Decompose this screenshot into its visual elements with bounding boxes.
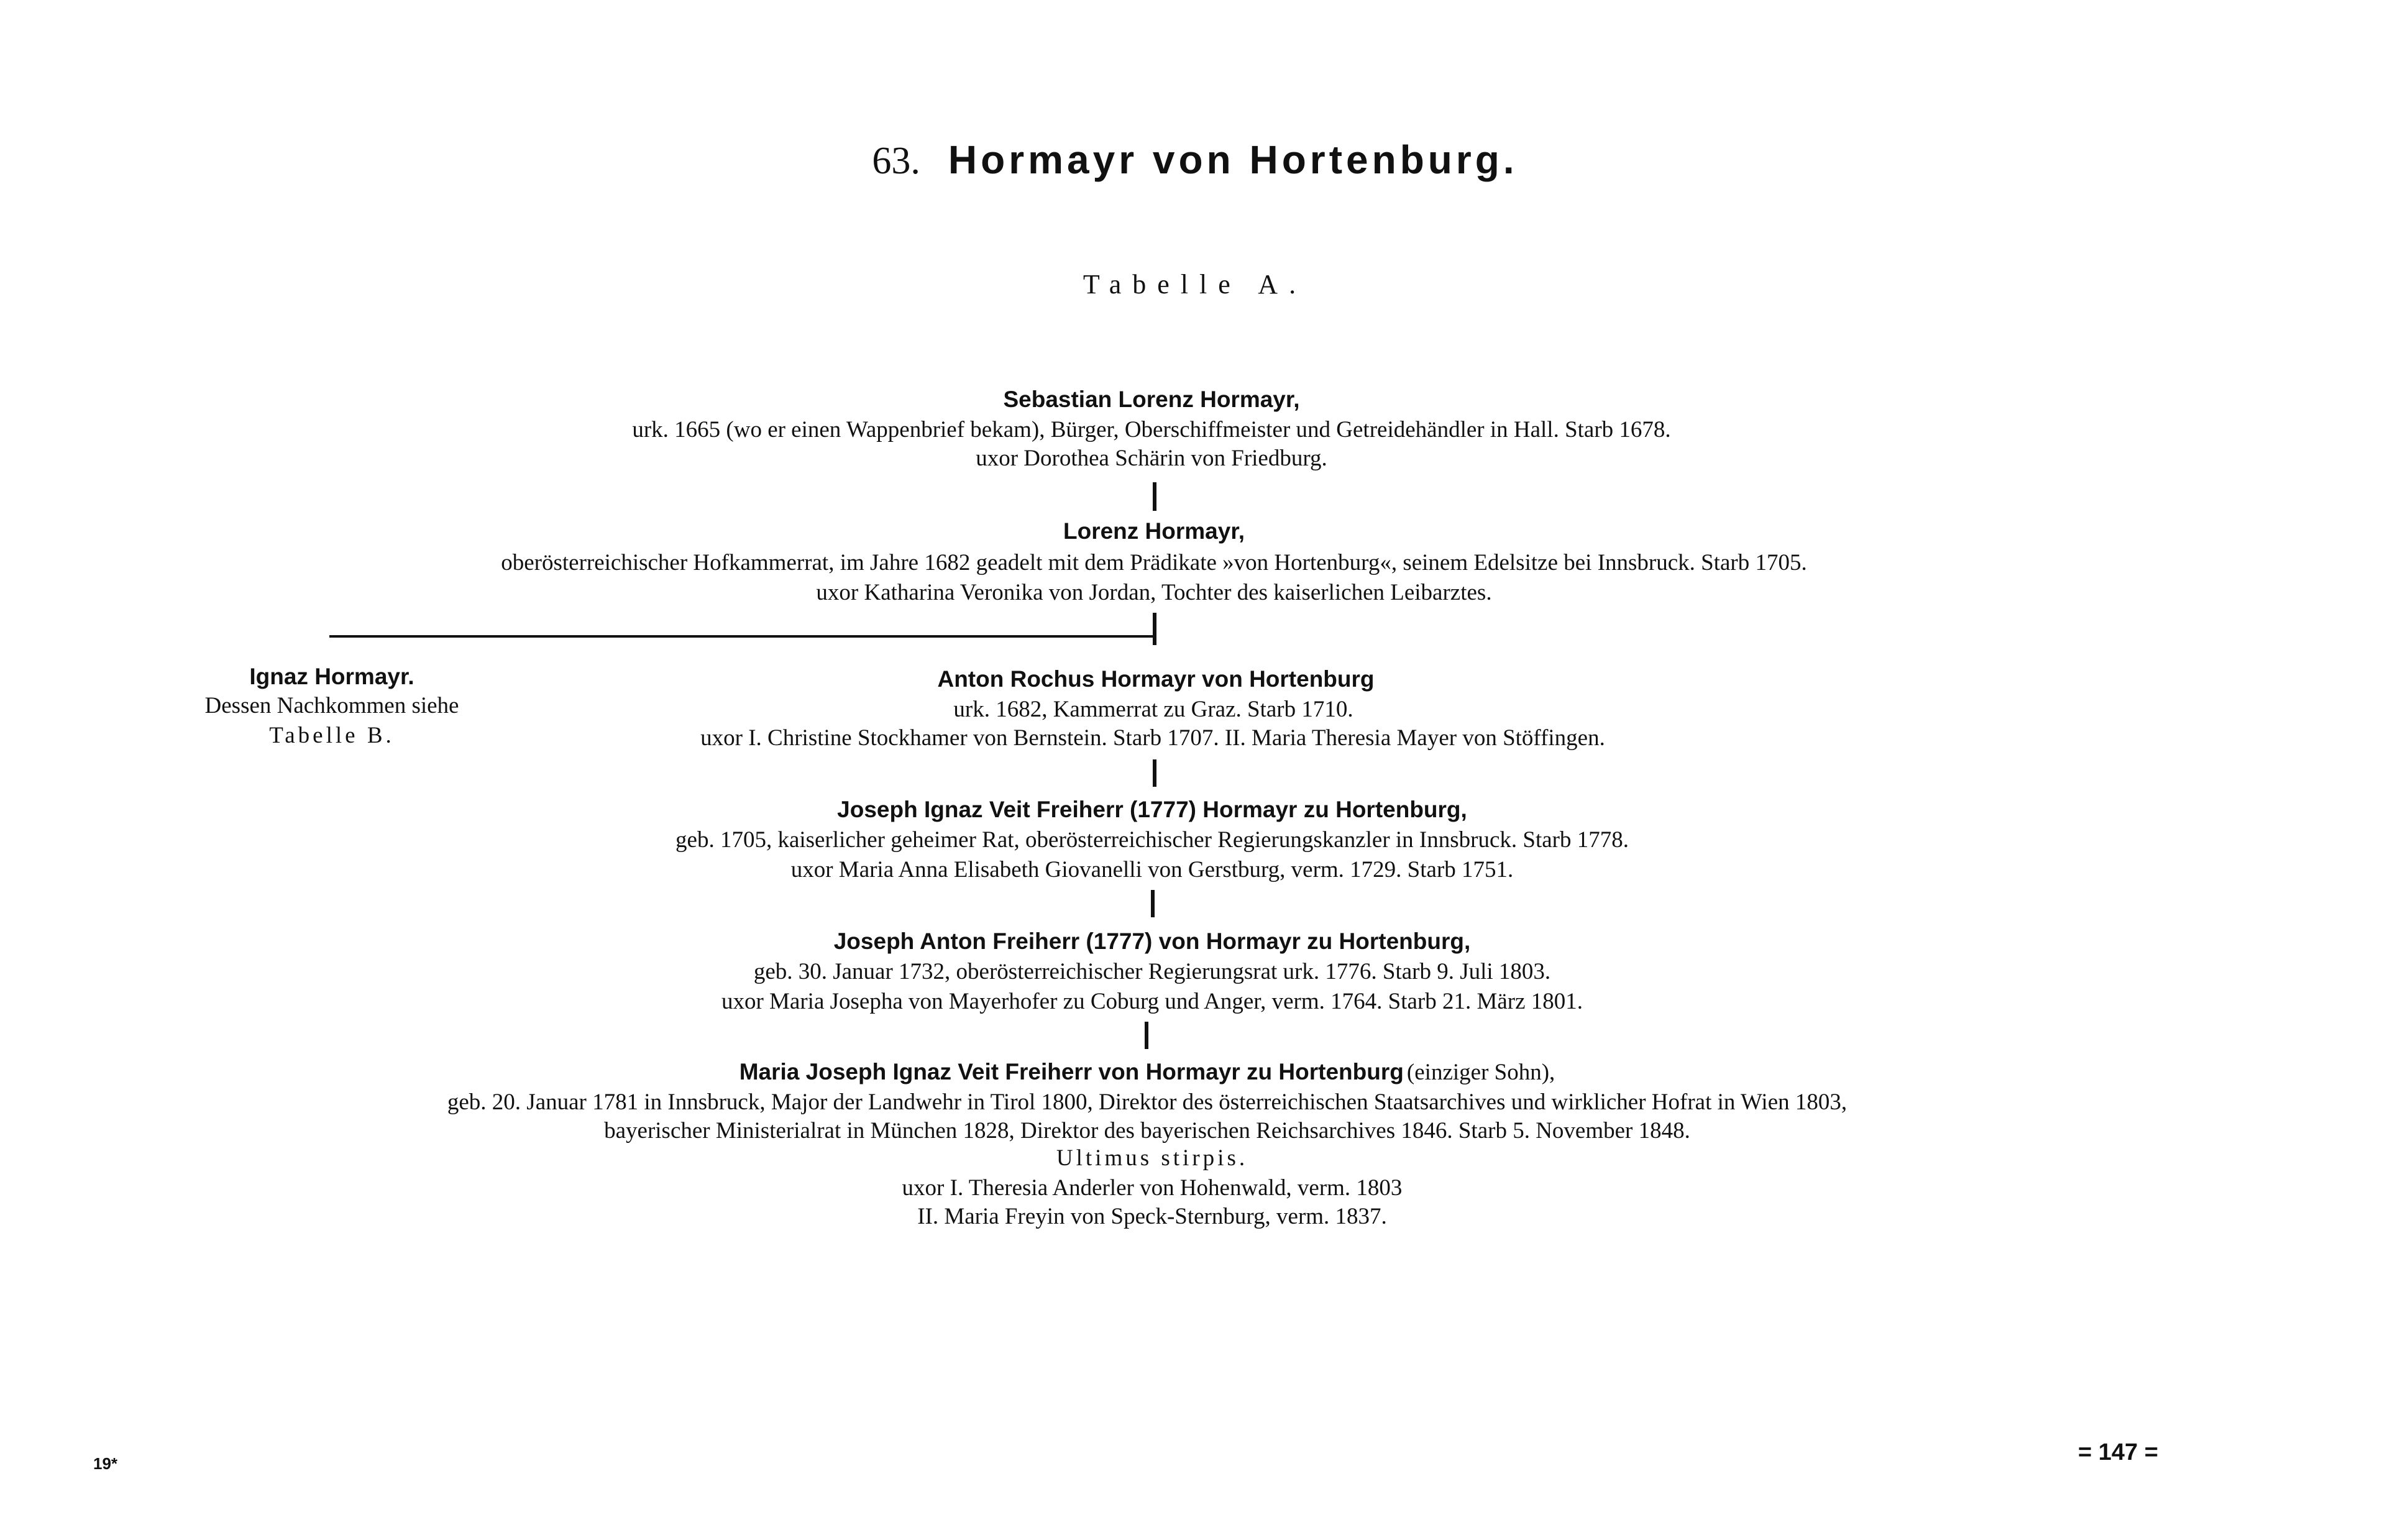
entry-lorenz-line2: uxor Katharina Veronika von Jordan, Tochter des kaiserlichen Leibarztes. — [816, 580, 1492, 605]
entry-joseph-anton-line2: uxor Maria Josepha von Mayerhofer zu Coburg und Anger, verm. 1764. Starb 21. März 1801. — [721, 989, 1583, 1014]
table-number: 63. — [872, 140, 920, 182]
lineage-connector — [1151, 890, 1155, 917]
entry-maria-joseph-line5: II. Maria Freyin von Speck-Sternburg, verm. 1837. — [917, 1204, 1387, 1229]
lineage-connector — [1153, 759, 1156, 787]
entry-sebastian-name: Sebastian Lorenz Hormayr, — [1003, 387, 1300, 412]
entry-maria-joseph-line1: geb. 20. Januar 1781 in Innsbruck, Major der Landwehr in Tirol 1800, Direktor des österreichischen Staatsarchives und wirklicher Hofrat in Wien 1803, — [447, 1089, 1847, 1115]
entry-maria-joseph-heading — [0, 1059, 2294, 1086]
printer-signature: 19* — [93, 1454, 118, 1473]
entry-ignaz-line1: Dessen Nachkommen siehe — [204, 693, 459, 718]
branch-connector — [1153, 613, 1156, 645]
page-title — [0, 137, 2390, 183]
entry-sebastian-line2: uxor Dorothea Schärin von Friedburg. — [976, 446, 1327, 471]
lineage-connector — [1145, 1022, 1148, 1049]
entry-joseph-ignaz-name: Joseph Ignaz Veit Freiherr (1777) Hormayr zu Hortenburg, — [837, 797, 1467, 822]
entry-ignaz-name: Ignaz Hormayr. — [249, 664, 414, 689]
entry-joseph-ignaz-line2: uxor Maria Anna Elisabeth Giovanelli von Gerstburg, verm. 1729. Starb 1751. — [790, 857, 1514, 882]
branch-line — [329, 635, 1156, 638]
entry-maria-joseph-line4: uxor I. Theresia Anderler von Hohenwald, verm. 1803 — [902, 1175, 1403, 1201]
entry-maria-joseph-line3: Ultimus stirpis. — [1056, 1145, 1248, 1171]
entry-anton-rochus-name: Anton Rochus Hormayr von Hortenburg — [937, 666, 1375, 692]
entry-maria-joseph-line2: bayerischer Ministerialrat in München 1828, Direktor des bayerischen Reichsarchives 1846. Starb 5. November 1848. — [604, 1118, 1690, 1144]
entry-maria-joseph-name: Maria Joseph Ignaz Veit Freiherr von Hormayr zu Hortenburg — [739, 1059, 1404, 1084]
entry-joseph-ignaz-line1: geb. 1705, kaiserlicher geheimer Rat, oberösterreichischer Regierungskanzler in Innsbruck. Starb 1778. — [675, 827, 1629, 853]
table-label: Tabelle A. — [1083, 269, 1307, 300]
family-name: Hormayr von Hortenburg. — [948, 137, 1518, 182]
entry-maria-joseph-name-suffix: (einziger Sohn), — [1406, 1060, 1555, 1085]
entry-anton-rochus-line2: uxor I. Christine Stockhamer von Bernstein. Starb 1707. II. Maria Theresia Mayer von Stöffingen. — [700, 725, 1605, 751]
entry-lorenz-name: Lorenz Hormayr, — [1063, 518, 1245, 544]
entry-lorenz-line1: oberösterreichischer Hofkammerrat, im Jahre 1682 geadelt mit dem Prädikate »von Hortenburg«, seinem Edelsitze bei Innsbruck. Starb 1705. — [501, 550, 1807, 575]
entry-sebastian-line1: urk. 1665 (wo er einen Wappenbrief bekam), Bürger, Oberschiffmeister und Getreidehändler in Hall. Starb 1678. — [632, 417, 1671, 442]
entry-joseph-anton-line1: geb. 30. Januar 1732, oberösterreichischer Regierungsrat urk. 1776. Starb 9. Juli 1803. — [753, 959, 1551, 984]
page-number: = 147 = — [2078, 1439, 2158, 1465]
entry-anton-rochus-line1: urk. 1682, Kammerrat zu Graz. Starb 1710. — [953, 697, 1353, 722]
entry-ignaz-line2: Tabelle B. — [269, 723, 395, 748]
entry-joseph-anton-name: Joseph Anton Freiherr (1777) von Hormayr zu Hortenburg, — [833, 928, 1471, 954]
lineage-connector — [1153, 482, 1156, 511]
